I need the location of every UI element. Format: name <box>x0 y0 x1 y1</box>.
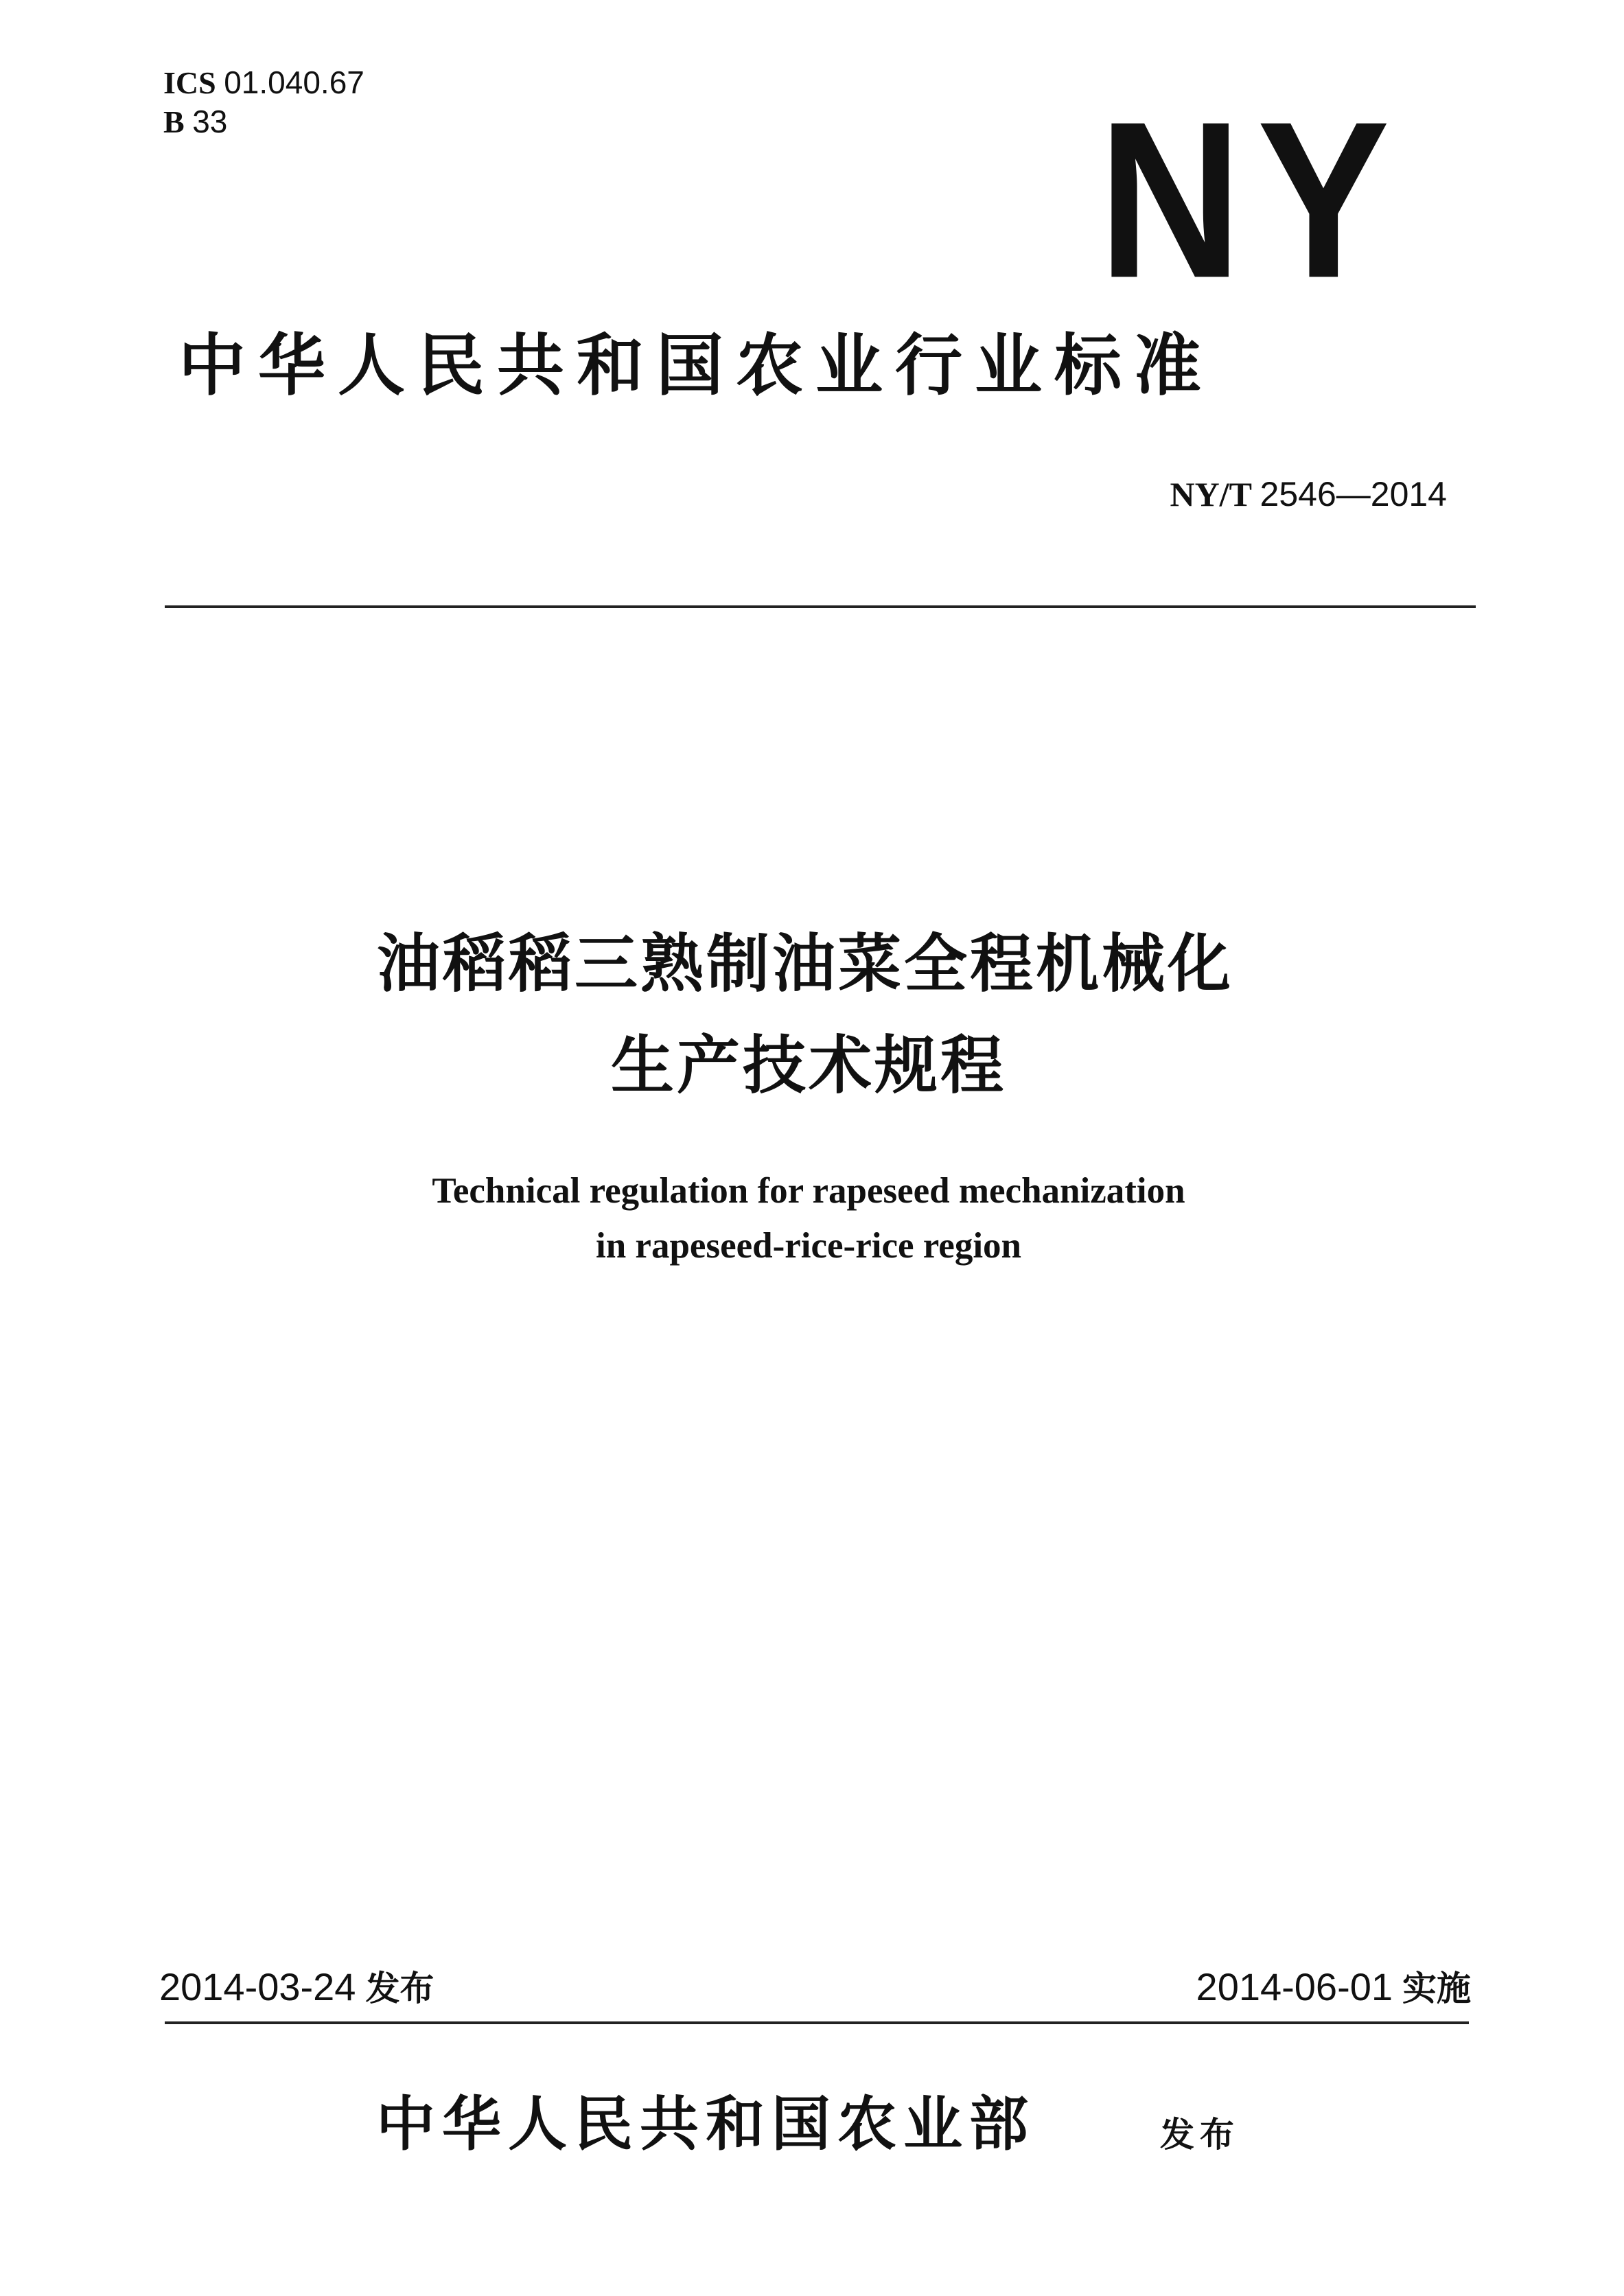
standard-code-number: 2546—2014 <box>1260 475 1447 513</box>
implementation-date <box>1196 1963 1471 2013</box>
publisher-action: 发布 <box>1160 2115 1240 2155</box>
issue-date-label: 发布 <box>365 1969 434 2008</box>
ny-logo: NY <box>1098 75 1405 325</box>
document-title-en-line1: Technical regulation for rapeseed mechanization <box>432 1171 1185 1211</box>
ics-label: ICS <box>163 65 216 100</box>
standard-code-prefix: NY/T <box>1170 475 1252 513</box>
top-divider <box>165 605 1476 608</box>
issue-date <box>159 1963 434 2013</box>
standard-title: 中华人民共和国农业行业标准 <box>178 327 1214 405</box>
issue-date-value: 2014-03-24 <box>159 1965 356 2008</box>
implementation-date-label: 实施 <box>1402 1969 1471 2008</box>
document-title-en-line2: in rapeseed-rice-rice region <box>595 1226 1022 1266</box>
ics-classification <box>163 63 364 141</box>
ics-number: 01.040.67 <box>224 65 364 100</box>
document-title-zh-line2: 生产技术规程 <box>610 1029 1006 1102</box>
standard-code <box>1170 474 1447 515</box>
class-line <box>163 102 364 141</box>
class-label: B <box>163 104 185 139</box>
implementation-date-value: 2014-06-01 <box>1196 1965 1393 2008</box>
ics-line <box>163 63 364 102</box>
document-title-zh-line1: 油稻稻三熟制油菜全程机械化 <box>376 927 1233 1001</box>
bottom-divider <box>165 2021 1469 2024</box>
publisher-name: 中华人民共和国农业部 <box>376 2089 1035 2159</box>
class-number: 33 <box>192 104 228 139</box>
